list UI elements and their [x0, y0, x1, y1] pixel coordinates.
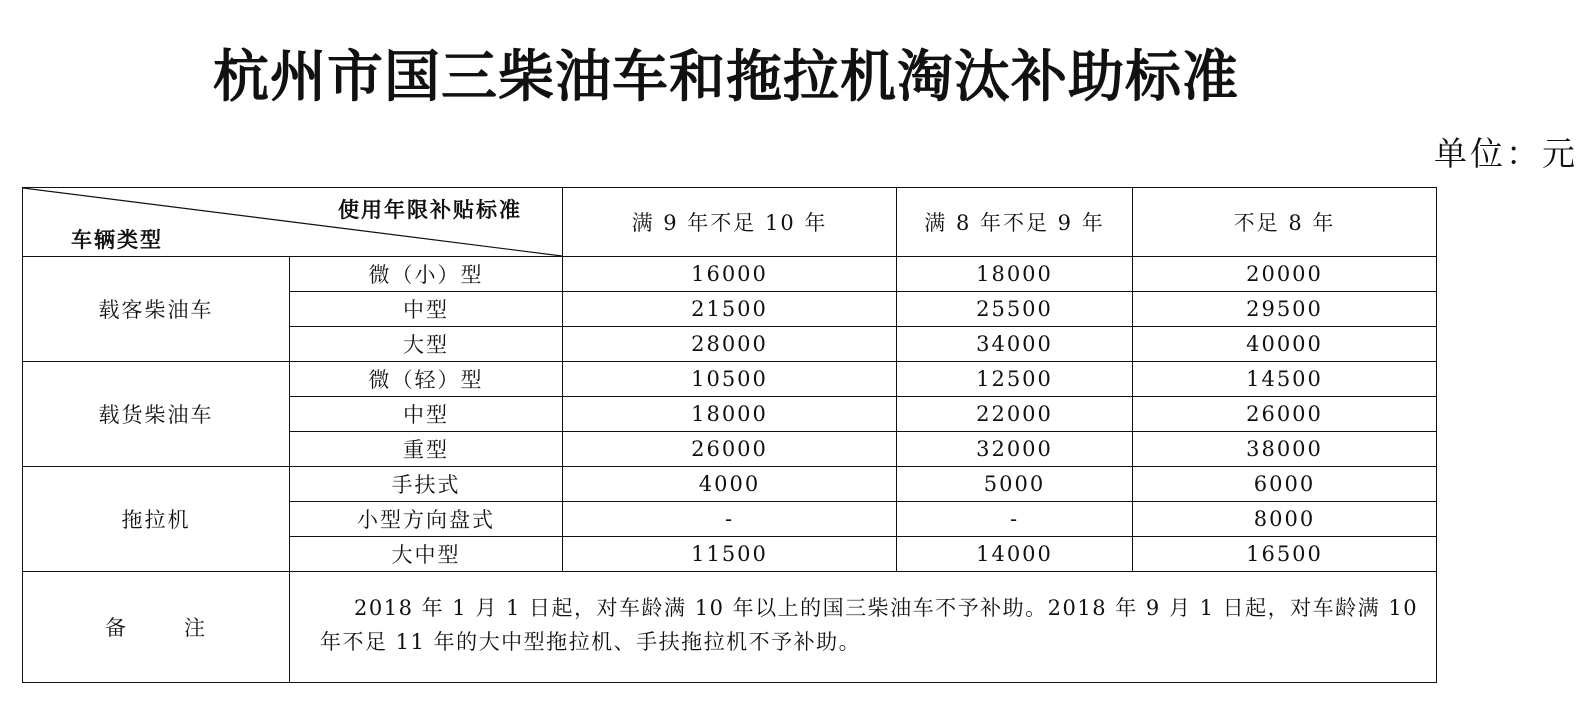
value-cell: 22000: [897, 397, 1133, 432]
vehicle-type-cell: 中型: [290, 397, 563, 432]
value-cell: 10500: [563, 362, 897, 397]
remarks-label: [23, 572, 290, 683]
value-cell: 28000: [563, 327, 897, 362]
value-cell: 25500: [897, 292, 1133, 327]
value-cell: 12500: [897, 362, 1133, 397]
diagonal-header-cell: [23, 188, 563, 257]
remarks-label-right: 注: [184, 616, 207, 640]
group-label: 载货柴油车: [23, 362, 290, 467]
value-cell: 16000: [563, 257, 897, 292]
vehicle-type-cell: 小型方向盘式: [290, 502, 563, 537]
value-cell: 14500: [1133, 362, 1437, 397]
value-cell: 40000: [1133, 327, 1437, 362]
page-title: 杭州市国三柴油车和拖拉机淘汰补助标准: [213, 45, 1239, 110]
vehicle-type-cell: 手扶式: [290, 467, 563, 502]
remarks-text: 2018 年 1 月 1 日起，对车龄满 10 年以上的国三柴油车不予补助。2018 年 9 月 1 日起，对车龄满 10 年不足 11 年的大中型拖拉机、手扶拖拉机不予补助。: [290, 572, 1437, 683]
value-cell: -: [563, 502, 897, 537]
vehicle-type-cell: 大中型: [290, 537, 563, 572]
value-cell: 21500: [563, 292, 897, 327]
value-cell: 26000: [1133, 397, 1437, 432]
table-row: [23, 362, 1437, 397]
value-cell: -: [897, 502, 1133, 537]
value-cell: 5000: [897, 467, 1133, 502]
value-cell: 8000: [1133, 502, 1437, 537]
value-cell: 16500: [1133, 537, 1437, 572]
unit-label: 单位：元: [1434, 134, 1578, 173]
vehicle-type-cell: 中型: [290, 292, 563, 327]
column-header: 满 8 年不足 9 年: [897, 188, 1133, 257]
vehicle-type-cell: 微（小）型: [290, 257, 563, 292]
diagonal-header-top: 使用年限补贴标准: [338, 197, 522, 222]
value-cell: 14000: [897, 537, 1133, 572]
value-cell: 32000: [897, 432, 1133, 467]
value-cell: 4000: [563, 467, 897, 502]
table-row: [23, 257, 1437, 292]
value-cell: 26000: [563, 432, 897, 467]
subsidy-table: [22, 187, 1437, 683]
value-cell: 38000: [1133, 432, 1437, 467]
value-cell: 11500: [563, 537, 897, 572]
value-cell: 20000: [1133, 257, 1437, 292]
remarks-row: [23, 572, 1437, 683]
header-row: [23, 188, 1437, 257]
group-label: 载客柴油车: [23, 257, 290, 362]
value-cell: 6000: [1133, 467, 1437, 502]
value-cell: 18000: [563, 397, 897, 432]
remarks-label-left: 备: [105, 616, 128, 640]
column-header: 不足 8 年: [1133, 188, 1437, 257]
value-cell: 34000: [897, 327, 1133, 362]
vehicle-type-cell: 重型: [290, 432, 563, 467]
value-cell: 18000: [897, 257, 1133, 292]
vehicle-type-cell: 大型: [290, 327, 563, 362]
vehicle-type-cell: 微（轻）型: [290, 362, 563, 397]
group-label: 拖拉机: [23, 467, 290, 572]
column-header: 满 9 年不足 10 年: [563, 188, 897, 257]
value-cell: 29500: [1133, 292, 1437, 327]
diagonal-header-bottom: 车辆类型: [71, 227, 163, 252]
table-row: [23, 467, 1437, 502]
